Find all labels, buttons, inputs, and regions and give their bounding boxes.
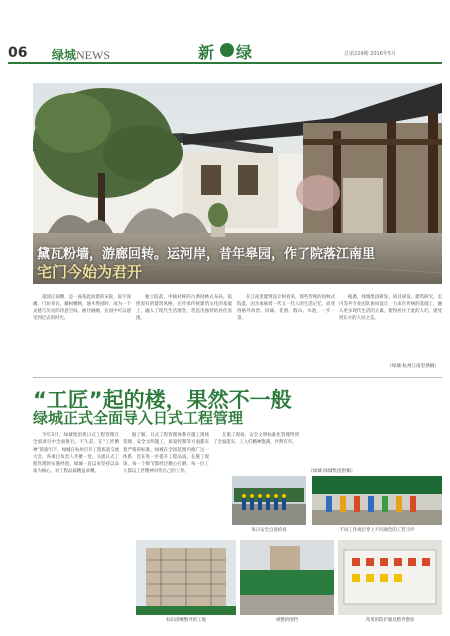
story2-column-3-text: 在施工现场，安全文明标准化管理得到了全面落实，工人们精神饱满，井然有序。 [213, 433, 299, 446]
brand-name [52, 46, 110, 63]
equipment-illustration [338, 540, 442, 615]
story1-byline: （绿城·杭州江南里供稿） [387, 364, 439, 369]
brand-en: NEWS [76, 48, 111, 62]
section-title-left: 新 [198, 43, 215, 62]
section-title [198, 40, 258, 62]
header-divider [8, 62, 442, 64]
photo-construction-site [136, 540, 236, 615]
story1-column-4 [339, 294, 442, 374]
section-title-right: 绿 [236, 43, 253, 62]
construction-site-illustration [136, 540, 236, 615]
page-number: 06 [8, 45, 28, 61]
hoarding-illustration [240, 540, 334, 615]
photo-hoarding [240, 540, 334, 615]
story1-column-2-text: 独立院落，中轴对称的古典园林式布局，依照原有的建筑风格，在传承传统建筑文化的基础上，融入了现代生活理念，营造出独特的居住氛围。 [136, 295, 232, 322]
photo-caption-1: 每日安全自查检查 [251, 528, 287, 533]
story2-column-3 [213, 432, 299, 472]
work-vests-illustration [312, 476, 442, 525]
photo-caption-5: 常用的防护器具整齐摆放 [365, 618, 415, 623]
story2-subhead: 绿城正式全面导入日式工程管理 [33, 409, 244, 427]
story1-column-3 [237, 294, 335, 374]
photo-caption-3: 标识清晰整齐的工地 [166, 618, 206, 623]
issue-info: 总第229期 2016年5月 [344, 51, 397, 57]
story1-column-3-text: 在江南里建筑设计师看来，那些传统的园林式院落，因为承载着一代又一代人的生活记忆，而变得格外珍贵。回廊、花窗、假山、水池，一步一景。 [237, 295, 335, 322]
story2-column-2-text: 据了解，日式工程管理体系在施工现场管理、安全文明施工、质量控制等方面都有着严格的标准。绿城在全国范围内推广这一体系，旨在进一步提升工程品质。在施工现场，每一个细节都经过精心打磨，每一位工人都以工匠精神对待自己的工作。 [123, 433, 209, 475]
story1-column-4-text: 据悉，绿城集团研发、项目研发、建筑研究，室内等共专业团队协同设计，力求在传统的基础上，融入更多现代生活的元素，使得居住于此的人们，感受到东方的人居之美。 [339, 295, 442, 322]
photo-safety-check [232, 476, 306, 525]
story1-column-1-text: 遂园正南侧，是一座依此而建的宋院，院宇深幽，门坊青瓦，藤树掩映，通木秀园时，成为一个灵感与历史的诗意空间。曲径通幽，在园中可以感受到过去的时光。 [33, 295, 131, 322]
story2-byline: （绿城·绿城集团供稿） [308, 469, 356, 474]
brand-cn: 绿城 [52, 48, 77, 62]
story1-column-1 [33, 294, 131, 374]
story2-column-1 [33, 432, 119, 607]
safety-check-illustration [232, 476, 306, 525]
photo-equipment [338, 540, 442, 615]
photo-caption-line1: 黛瓦粉墙，游廊回转。运河岸，昔年皋园，作了院落江南里 [37, 247, 376, 262]
photo-caption-4: 规整的围挡 [276, 618, 298, 623]
photo-caption-line2: 宅门今始为君开 [37, 263, 143, 281]
photo-work-vests [312, 476, 442, 525]
section-logo-icon [220, 43, 234, 57]
story2-column-1-text: 今年3月，绿城集团将日式工程管理在全国项目中全面推行。不久前，在“工匠精神”的指引下，绿城在杭州召开工程质量交流大会，各项目负责人齐聚一堂，交流日式工程管理的实施经验。绿城一直以来坚持以品质为核心，对工程品质精益求精。 [33, 433, 119, 475]
story-divider [33, 377, 442, 378]
story2-headline: “工匠”起的楼，果然不一般 [33, 388, 292, 412]
story1-column-2 [136, 294, 232, 374]
photo-caption-2: 不同工作岗位穿上不同颜色的工装马甲 [339, 528, 415, 533]
